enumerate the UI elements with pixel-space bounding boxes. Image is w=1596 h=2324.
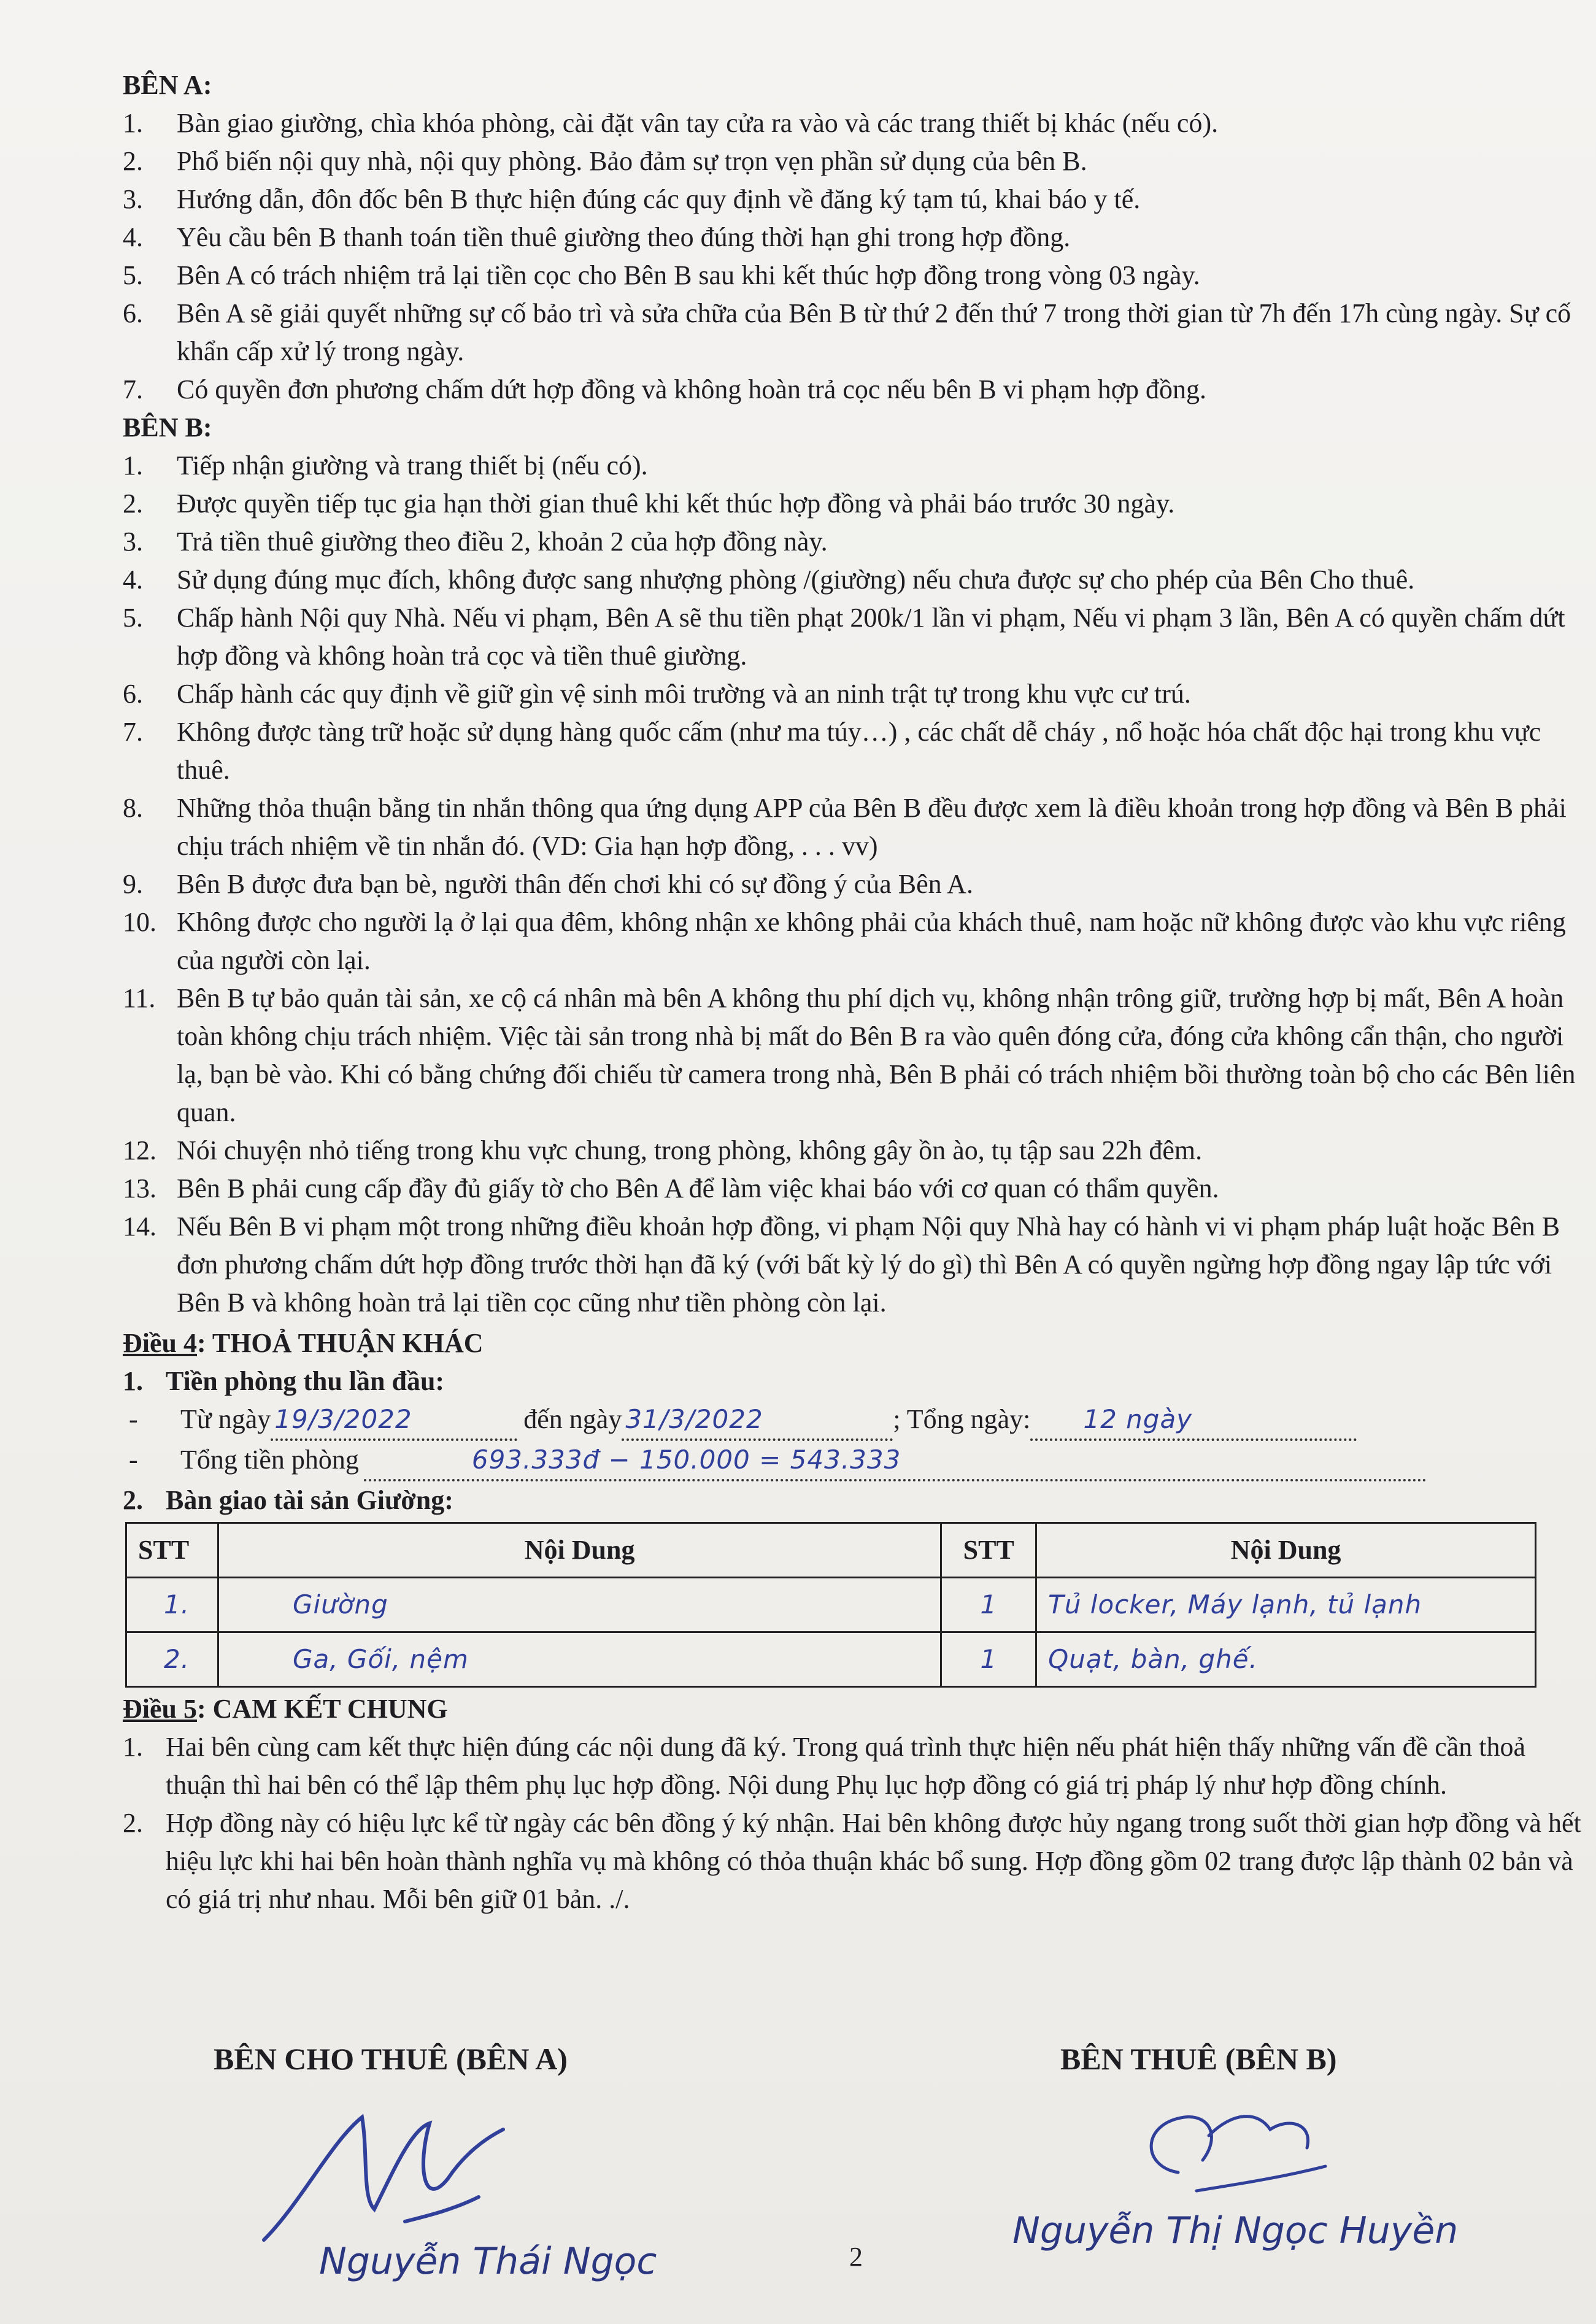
item-number: 4. — [123, 222, 143, 252]
tong-ngay-label: ; Tổng ngày: — [893, 1404, 1031, 1434]
item-number: 10. — [123, 907, 156, 937]
asset-table — [125, 1522, 1536, 1688]
table-row — [126, 1578, 1536, 1632]
item-number: 6. — [123, 298, 143, 328]
table-cell: 1. — [126, 1578, 218, 1632]
list-item — [123, 142, 1589, 180]
dieu4-title: : THOẢ THUẬN KHÁC — [197, 1328, 484, 1358]
item-number: 7. — [123, 717, 143, 747]
item-text: Sử dụng đúng mục đích, không được sang nhượng phòng /(giường) nếu chưa được sự cho phép của Bên Cho thuê. — [177, 565, 1415, 595]
lessee-title: BÊN THUÊ (BÊN B) — [1060, 2042, 1337, 2076]
item-text: Bên B phải cung cấp đầy đủ giấy tờ cho Bên A để làm việc khai báo với cơ quan có thẩm quyền. — [177, 1173, 1219, 1203]
item-number: 6. — [123, 679, 143, 709]
item-text: Bàn giao giường, chìa khóa phòng, cài đặt vân tay cửa ra vào và các trang thiết bị khác (nếu có). — [177, 108, 1219, 138]
item-number: 7. — [123, 374, 143, 404]
item-text: Có quyền đơn phương chấm dứt hợp đồng và không hoàn trả cọc nếu bên B vi phạm hợp đồng. — [177, 374, 1207, 404]
lessor-name: Nguyễn Thái Ngọc — [319, 2240, 657, 2283]
lessor-title: BÊN CHO THUÊ (BÊN A) — [214, 2042, 568, 2076]
table-row — [126, 1632, 1536, 1687]
list-item — [123, 1804, 1589, 1918]
list-item — [123, 903, 1589, 979]
section-number: 1. — [123, 1366, 143, 1396]
item-text: Chấp hành Nội quy Nhà. Nếu vi phạm, Bên A sẽ thu tiền phạt 200k/1 lần vi phạm, Nếu vi phạm 3 lần, Bên A có quyền chấm dứt hợp đồng và không hoàn trả cọc và tiền thuê giường. — [177, 603, 1565, 671]
list-item — [123, 561, 1589, 599]
section-title: Bàn giao tài sản Giường: — [166, 1485, 453, 1515]
item-text: Bên A sẽ giải quyết những sự cố bảo trì và sửa chữa của Bên B từ thứ 2 đến thứ 7 trong thời gian từ 7h đến 17h cùng ngày. Sự cố khẩn cấp xử lý trong ngày. — [177, 298, 1571, 366]
ben-b-heading: BÊN B: — [123, 412, 212, 442]
table-cell: 1 — [941, 1632, 1036, 1687]
dieu5-title: : CAM KẾT CHUNG — [197, 1694, 448, 1724]
list-item — [123, 371, 1589, 409]
table-cell: Giường — [218, 1578, 941, 1632]
table-cell: 1 — [941, 1578, 1036, 1632]
ben-a-heading: BÊN A: — [123, 70, 212, 100]
dieu5-heading — [123, 1690, 1589, 1728]
item-number: 12. — [123, 1135, 156, 1165]
item-text: Trả tiền thuê giường theo điều 2, khoản 2 của hợp đồng này. — [177, 527, 828, 557]
item-number: 14. — [123, 1211, 156, 1241]
den-ngay-field — [622, 1400, 893, 1441]
list-item — [123, 599, 1589, 675]
item-text: Nói chuyện nhỏ tiếng trong khu vực chung, trong phòng, không gây ồn ào, tụ tập sau 22h đêm. — [177, 1135, 1203, 1165]
item-number: 8. — [123, 793, 143, 823]
tu-ngay-field — [271, 1400, 517, 1441]
item-text: Hướng dẫn, đôn đốc bên B thực hiện đúng các quy định về đăng ký tạm tú, khai báo y tế. — [177, 184, 1141, 214]
dieu4-label: Điều 4 — [123, 1328, 197, 1358]
list-item — [123, 180, 1589, 218]
den-ngay-label: đến ngày — [523, 1404, 622, 1434]
item-text: Phổ biến nội quy nhà, nội quy phòng. Bảo đảm sự trọn vẹn phần sử dụng của bên B. — [177, 146, 1087, 176]
tu-ngay-value: 19/3/2022 — [274, 1404, 412, 1434]
item-text: Không được tàng trữ hoặc sử dụng hàng quốc cấm (như ma túy…) , các chất dễ cháy , nổ hoặc hóa chất độc hại trong khu vực thuê. — [177, 717, 1541, 785]
lessee-signature — [1104, 2099, 1350, 2203]
document-body — [123, 66, 1589, 1918]
item-number: 1. — [123, 450, 143, 481]
col-header-stt: STT — [941, 1523, 1036, 1578]
list-item — [123, 865, 1589, 903]
col-header-content: Nội Dung — [1036, 1523, 1536, 1578]
item-number: 1. — [123, 1732, 143, 1762]
section-number: 2. — [123, 1485, 143, 1515]
table-cell: Tủ locker, Máy lạnh, tủ lạnh — [1036, 1578, 1536, 1632]
date-range-row — [123, 1400, 1589, 1441]
tong-tien-field — [364, 1441, 1427, 1481]
list-item — [123, 1208, 1589, 1322]
item-text: Hai bên cùng cam kết thực hiện đúng các nội dung đã ký. Trong quá trình thực hiện nếu phát hiện thấy những vấn đề cần thoả thuận thì hai bên có thể lập thêm phụ lục hợp đồng. Nội dung Phụ lục hợp đồng có giá trị pháp lý như hợp đồng chính. — [166, 1732, 1526, 1800]
table-header-row — [126, 1523, 1536, 1578]
total-row — [123, 1441, 1589, 1481]
item-number: 2. — [123, 488, 143, 519]
item-text: Không được cho người lạ ở lại qua đêm, không nhận xe không phải của khách thuê, nam hoặc nữ không được vào khu vực riêng của người còn lại. — [177, 907, 1566, 975]
dieu4-section-1 — [123, 1362, 1589, 1400]
table-cell: Ga, Gối, nệm — [218, 1632, 941, 1687]
tong-tien-label: Tổng tiền phòng — [180, 1445, 359, 1475]
item-number: 11. — [123, 983, 156, 1013]
item-text: Bên A có trách nhiệm trả lại tiền cọc cho Bên B sau khi kết thúc hợp đồng trong vòng 03 ngày. — [177, 260, 1200, 290]
list-item — [123, 713, 1589, 789]
page-number: 2 — [849, 2242, 863, 2272]
item-number: 13. — [123, 1173, 156, 1203]
item-number: 2. — [123, 1808, 143, 1838]
lessee-name: Nguyễn Thị Ngọc Huyền — [1012, 2209, 1459, 2252]
table-cell: Quạt, bàn, ghế. — [1036, 1632, 1536, 1687]
dieu5-list — [123, 1728, 1589, 1918]
item-text: Hợp đồng này có hiệu lực kể từ ngày các bên đồng ý ký nhận. Hai bên không được hủy ngang trong suốt thời gian hợp đồng và hết hiệu lực khi hai bên hoàn thành nghĩa vụ mà không có thỏa thuận khác bổ sung. Hợp đồng gồm 02 trang được lập thành 02 bản và có giá trị như nhau. Mỗi bên giữ 01 bản. ./. — [166, 1808, 1581, 1914]
list-item — [123, 104, 1589, 142]
bullet-dash: - — [129, 1445, 138, 1475]
section-title: Tiền phòng thu lần đầu: — [166, 1366, 445, 1396]
item-text: Bên B tự bảo quản tài sản, xe cộ cá nhân mà bên A không thu phí dịch vụ, không nhận trông giữ, trường hợp bị mất, Bên A hoàn toàn không chịu trách nhiệm. Việc tài sản trong nhà bị mất do Bên B ra vào quên đóng cửa, đóng cửa không cẩn thận, cho người lạ, bạn bè vào. Khi có bằng chứng đối chiếu từ camera trong nhà, Bên B phải có trách nhiệm bồi thường toàn bộ cho các Bên liên quan. — [177, 983, 1576, 1127]
table-cell: 2. — [126, 1632, 218, 1687]
item-text: Được quyền tiếp tục gia hạn thời gian thuê khi kết thúc hợp đồng và phải báo trước 30 ngày. — [177, 488, 1175, 519]
item-text: Những thỏa thuận bằng tin nhắn thông qua ứng dụng APP của Bên B đều được xem là điều khoản trong hợp đồng và Bên B phải chịu trách nhiệm về tin nhắn đó. (VD: Gia hạn hợp đồng, . . . vv) — [177, 793, 1567, 861]
list-item — [123, 485, 1589, 523]
col-header-stt: STT — [126, 1523, 218, 1578]
list-item — [123, 789, 1589, 865]
item-number: 4. — [123, 565, 143, 595]
item-number: 9. — [123, 869, 143, 899]
list-item — [123, 295, 1589, 371]
col-header-content: Nội Dung — [218, 1523, 941, 1578]
den-ngay-value: 31/3/2022 — [625, 1404, 763, 1434]
tong-ngay-field — [1030, 1400, 1357, 1441]
item-text: Yêu cầu bên B thanh toán tiền thuê giường theo đúng thời hạn ghi trong hợp đồng. — [177, 222, 1071, 252]
signature-area — [0, 2031, 1596, 2324]
item-text: Nếu Bên B vi phạm một trong những điều khoản hợp đồng, vi phạm Nội quy Nhà hay có hành vi vi phạm pháp luật hoặc Bên B đơn phương chấm dứt hợp đồng trước thời hạn đã ký (với bất kỳ lý do gì) thì Bên A có quyền ngừng hợp đồng ngay lập tức với Bên B và không hoàn trả lại tiền cọc cũng như tiền phòng còn lại. — [177, 1211, 1560, 1318]
list-item — [123, 218, 1589, 257]
item-number: 1. — [123, 108, 143, 138]
list-item — [123, 675, 1589, 713]
list-item — [123, 979, 1589, 1132]
dieu5-label: Điều 5 — [123, 1694, 197, 1724]
list-item — [123, 257, 1589, 295]
ben-a-list — [123, 104, 1589, 409]
item-text: Chấp hành các quy định về giữ gìn vệ sinh môi trường và an ninh trật tự trong khu vực cư trú. — [177, 679, 1191, 709]
dieu4-section-2 — [123, 1481, 1589, 1519]
bullet-dash: - — [129, 1404, 138, 1434]
item-text: Bên B được đưa bạn bè, người thân đến chơi khi có sự đồng ý của Bên A. — [177, 869, 973, 899]
ben-b-list — [123, 447, 1589, 1322]
item-number: 2. — [123, 146, 143, 176]
dieu4-heading — [123, 1324, 1589, 1362]
item-number: 5. — [123, 260, 143, 290]
list-item — [123, 1170, 1589, 1208]
list-item — [123, 1132, 1589, 1170]
list-item — [123, 1728, 1589, 1804]
tong-tien-value: 693.333đ − 150.000 = 543.333 — [471, 1445, 901, 1475]
item-number: 3. — [123, 527, 143, 557]
item-text: Tiếp nhận giường và trang thiết bị (nếu có). — [177, 450, 648, 481]
list-item — [123, 523, 1589, 561]
lessor-signature — [245, 2105, 565, 2246]
item-number: 5. — [123, 603, 143, 633]
item-number: 3. — [123, 184, 143, 214]
list-item — [123, 447, 1589, 485]
tu-ngay-label: Từ ngày — [180, 1404, 271, 1434]
tong-ngay-value: 12 ngày — [1083, 1404, 1193, 1434]
